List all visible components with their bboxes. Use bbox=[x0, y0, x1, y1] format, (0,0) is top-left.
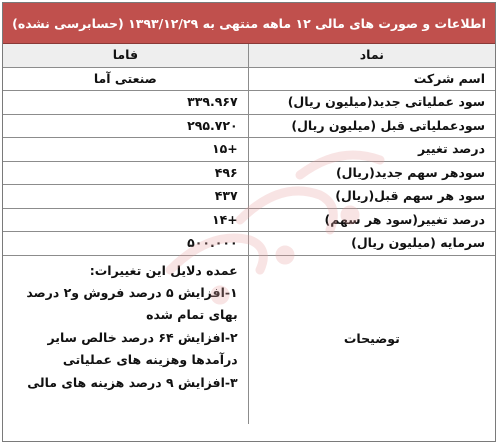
table-row bbox=[3, 185, 495, 209]
row-value-new-operating-profit: ۳۳۹.۹۶۷ bbox=[3, 91, 248, 115]
table-row bbox=[3, 91, 495, 115]
notes-line: ۲-افزایش ۶۴ درصد خالص سایر درآمدها وهزینه های عملیاتی bbox=[47, 329, 238, 368]
row-label-capital: سرمایه (میلیون ریال) bbox=[248, 232, 495, 256]
row-label-new-operating-profit: سود عملیاتی جدید(میلیون ریال) bbox=[248, 91, 495, 115]
row-label-new-eps: سودهر سهم جدید(ریال) bbox=[248, 161, 495, 185]
notes-label: توضیحات bbox=[248, 255, 495, 424]
column-header-symbol: نماد bbox=[248, 44, 495, 67]
row-value-new-eps: ۴۹۶ bbox=[3, 161, 248, 185]
row-label-previous-eps: سود هر سهم قبل(ریال) bbox=[248, 185, 495, 209]
table-row bbox=[3, 138, 495, 162]
row-value-percent-change: +۱۵ bbox=[3, 138, 248, 162]
financial-table-frame bbox=[2, 2, 496, 442]
table-row bbox=[3, 67, 495, 91]
row-value-previous-eps: ۴۳۷ bbox=[3, 185, 248, 209]
row-label-company-name: اسم شرکت bbox=[248, 67, 495, 91]
row-value-previous-operating-profit: ۲۹۵.۷۲۰ bbox=[3, 114, 248, 138]
table-row bbox=[3, 208, 495, 232]
row-value-company-name: صنعتی آما bbox=[3, 67, 248, 91]
notes-content bbox=[3, 255, 248, 424]
notes-row bbox=[3, 255, 495, 424]
notes-line: ۱-افزایش ۵ درصد فروش و۲ درصد بهای تمام شده bbox=[26, 284, 238, 323]
column-header-ticker: فاما bbox=[3, 44, 248, 67]
row-value-capital: ۵۰۰.۰۰۰ bbox=[3, 232, 248, 256]
row-label-percent-change: درصد تغییر bbox=[248, 138, 495, 162]
table-row bbox=[3, 114, 495, 138]
notes-line: عمده دلایل این تغییرات: bbox=[89, 262, 238, 278]
table-row bbox=[3, 232, 495, 256]
notes-line: ۳-افزایش ۹ درصد هزینه های مالی bbox=[27, 374, 238, 390]
table-row bbox=[3, 161, 495, 185]
row-label-previous-operating-profit: سودعملیاتی قبل (میلیون ریال) bbox=[248, 114, 495, 138]
financial-table bbox=[3, 44, 495, 424]
table-title: اطلاعات و صورت های مالی ۱۲ ماهه منتهی به ۱۳۹۳/۱۲/۲۹ (حسابرسی نشده) bbox=[3, 3, 495, 44]
row-label-eps-percent-change: درصد تغییر(سود هر سهم) bbox=[248, 208, 495, 232]
column-header-row bbox=[3, 44, 495, 67]
row-value-eps-percent-change: +۱۴ bbox=[3, 208, 248, 232]
